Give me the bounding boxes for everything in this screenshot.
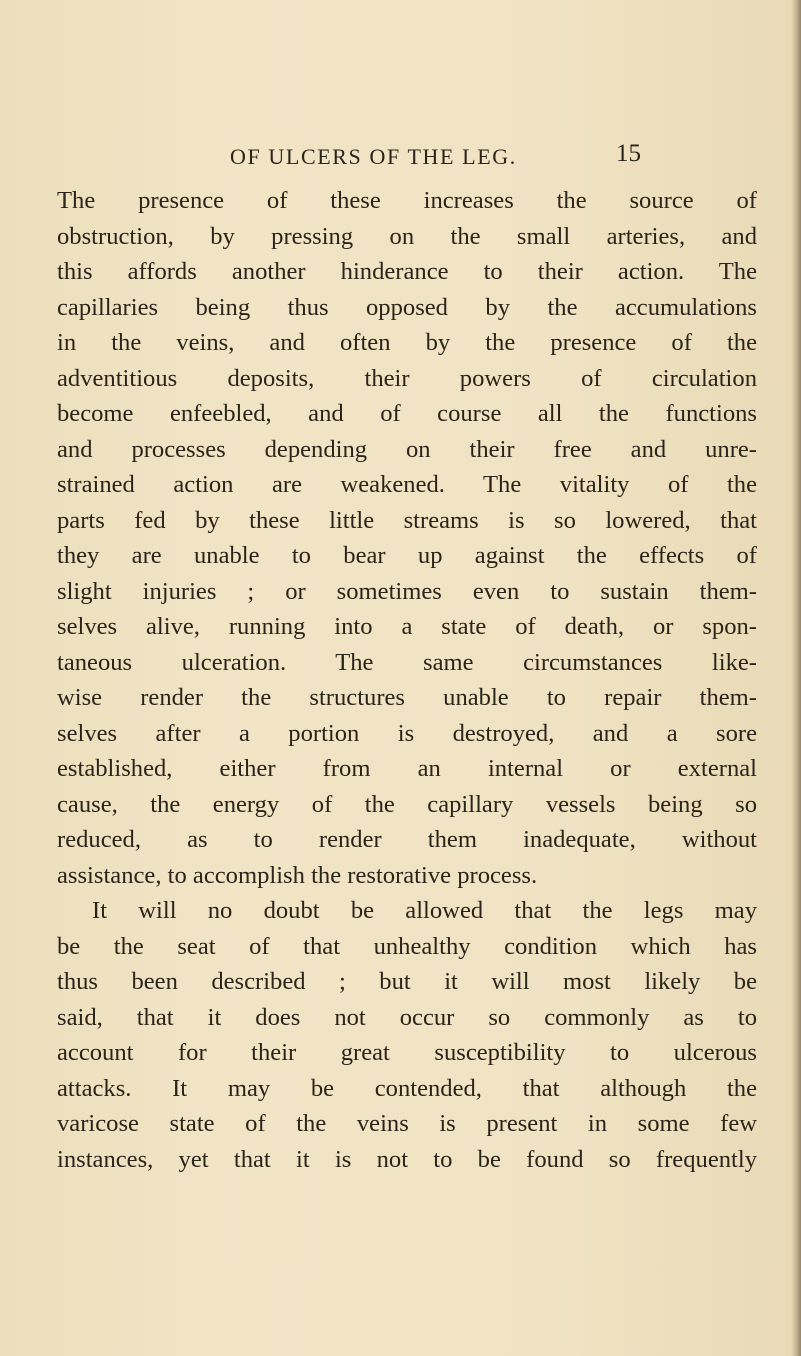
text-line: selves after a portion is destroyed, and a sore bbox=[57, 719, 757, 747]
text-line: slight injuries ; or sometimes even to sustain them- bbox=[57, 577, 757, 605]
text-line: assistance, to accomplish the restorative process. bbox=[57, 861, 538, 889]
text-line: they are unable to bear up against the effects of bbox=[57, 542, 757, 569]
text-line: be the seat of that unhealthy condition which has bbox=[57, 932, 757, 960]
paragraph-start-line: It will no doubt be allowed that the legs may bbox=[92, 897, 757, 924]
page-edge-shadow bbox=[791, 0, 801, 1356]
running-header bbox=[230, 140, 650, 174]
text-line: wise render the structures unable to repair them- bbox=[57, 684, 757, 711]
text-line: parts fed by these little streams is so lowered, that bbox=[57, 506, 757, 534]
body-text bbox=[57, 183, 757, 1177]
text-line: The presence of these increases the source of bbox=[57, 187, 757, 214]
text-line: thus been described ; but it will most likely be bbox=[57, 968, 757, 995]
text-line: instances, yet that it is not to be found so frequently bbox=[57, 1145, 757, 1173]
text-line: taneous ulceration. The same circumstances like- bbox=[57, 648, 757, 676]
page-number: 15 bbox=[616, 140, 641, 167]
text-line: become enfeebled, and of course all the functions bbox=[57, 400, 757, 427]
text-line: varicose state of the veins is present in some few bbox=[57, 1110, 757, 1137]
text-line: strained action are weakened. The vitality of the bbox=[57, 471, 757, 498]
text-line: and processes depending on their free and unre- bbox=[57, 435, 757, 463]
text-line: cause, the energy of the capillary vessels being so bbox=[57, 790, 757, 818]
text-line: account for their great susceptibility to ulcerous bbox=[57, 1039, 757, 1066]
text-line: in the veins, and often by the presence of the bbox=[57, 329, 757, 356]
text-line: reduced, as to render them inadequate, without bbox=[57, 826, 757, 853]
text-line: said, that it does not occur so commonly as to bbox=[57, 1003, 757, 1031]
text-line: capillaries being thus opposed by the accumulations bbox=[57, 293, 757, 321]
text-line: selves alive, running into a state of death, or spon- bbox=[57, 613, 757, 640]
text-line: this affords another hinderance to their action. The bbox=[57, 258, 757, 285]
text-line: attacks. It may be contended, that although the bbox=[57, 1074, 757, 1102]
running-title: OF ULCERS OF THE LEG. bbox=[230, 144, 517, 169]
text-line: adventitious deposits, their powers of circulation bbox=[57, 364, 757, 392]
text-line: obstruction, by pressing on the small arteries, and bbox=[57, 222, 757, 250]
text-line: established, either from an internal or external bbox=[57, 755, 757, 782]
